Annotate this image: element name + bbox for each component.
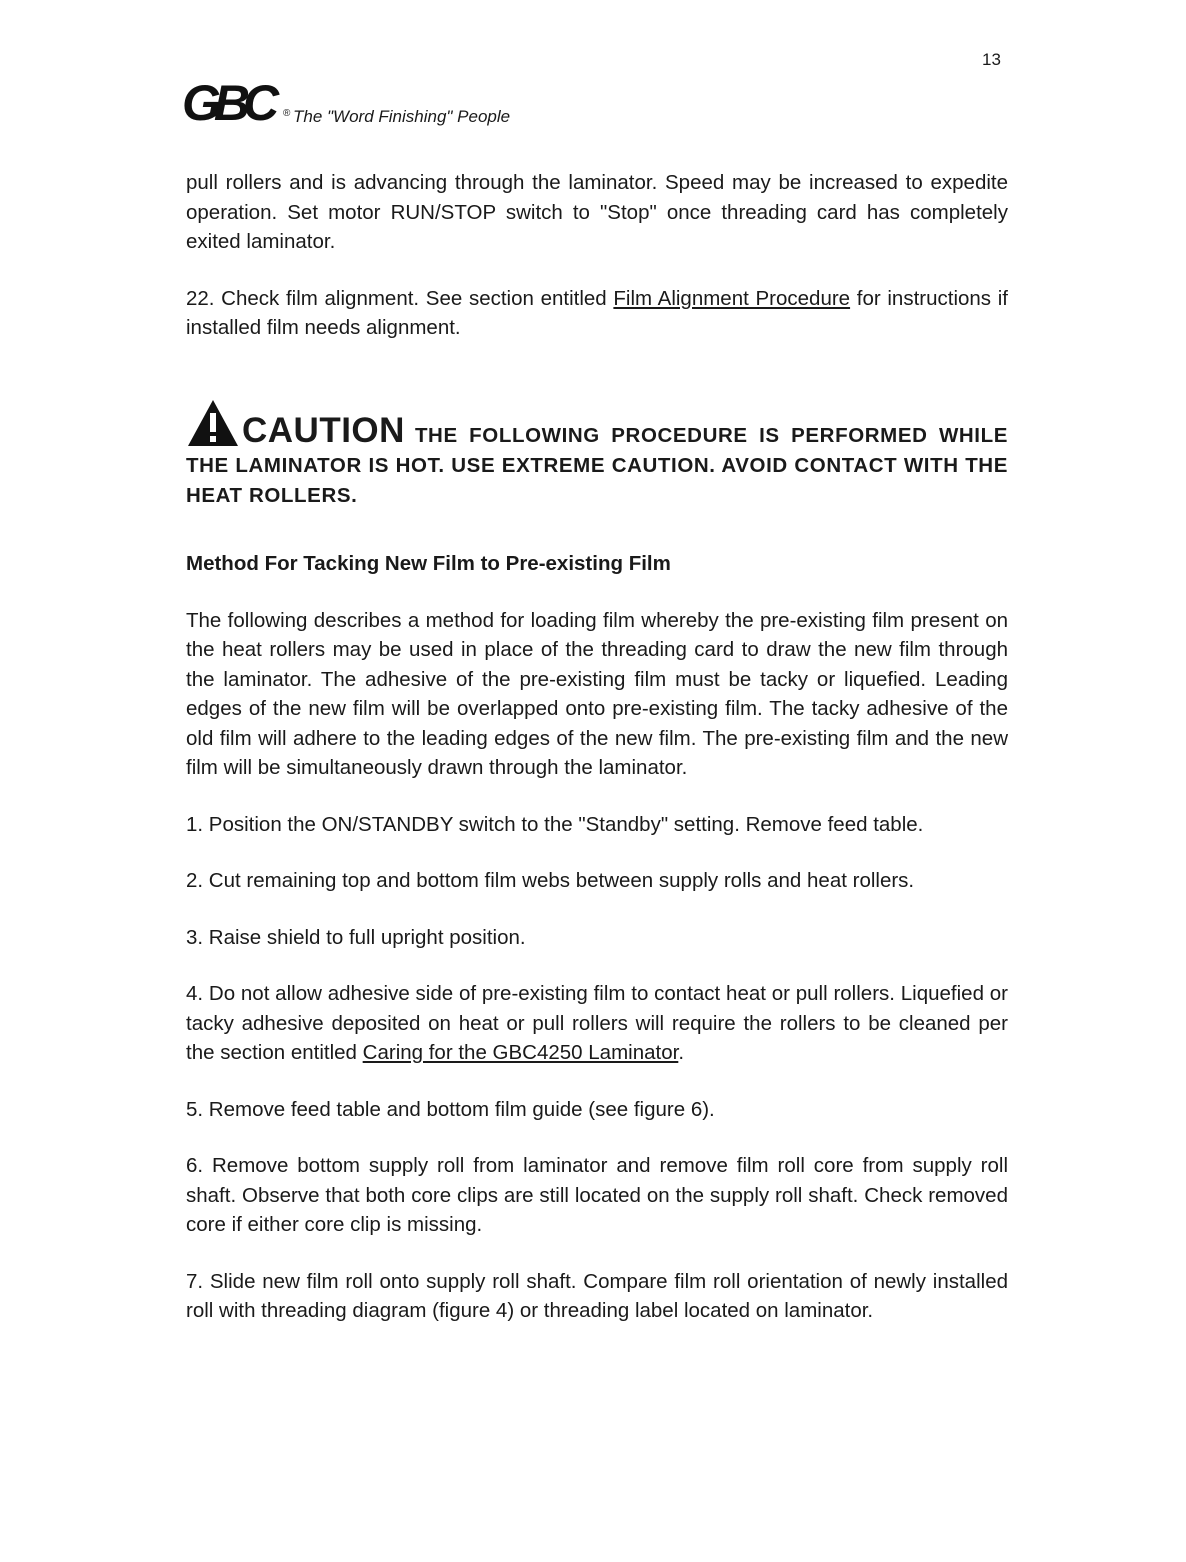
step-2: 2. Cut remaining top and bottom film webs between supply rolls and heat rollers. [186,869,915,892]
step-22 [186,284,1008,343]
gbc-logo [180,76,291,132]
step-4 [186,979,1008,1068]
step-4-text: 4. Do not allow adhesive side of pre-existing film to contact heat or pull rollers. Liquefied or tacky adhesive deposited on heat or pull rollers will require the rollers to be cleaned per the section entitled [186,982,1008,1064]
step-4-text-end: . [678,1041,685,1064]
page-content [186,168,1008,1326]
page-number: 13 [982,50,1001,69]
step-22-text: 22. Check film alignment. See section entitled [186,286,614,310]
tagline: The "Word Finishing" People [293,107,511,126]
caution-notice [186,398,1008,511]
step-6: 6. Remove bottom supply roll from laminator and remove film roll core from supply roll shaft. Observe that both core clips are still located on the supply roll shaft. Check removed core if either core clip is missing. [186,1154,1008,1236]
method-description: The following describes a method for loading film whereby the pre-existing film present on the heat rollers may be used in place of the threading card to draw the new film through the laminator. The adhesive of the pre-existing film must be tacky or liquefied. Leading edges of the new film will be overlapped onto pre-existing film. The tacky adhesive of the old film will adhere to the leading edges of the new film. The pre-existing film and the new film will be simultaneously drawn through the laminator. [186,608,1008,779]
intro-paragraph: pull rollers and is advancing through the laminator. Speed may be increased to expedite operation. Set motor RUN/STOP switch to "Stop" once threading card has completely exited laminator. [186,171,1008,253]
step-5: 5. Remove feed table and bottom film guide (see figure 6). [186,1097,715,1121]
registered-mark: ® [283,108,291,119]
warning-triangle-icon [186,398,240,448]
svg-text:GBC: GBC [182,76,273,131]
section-heading: Method For Tacking New Film to Pre-existing Film [186,551,671,575]
step-1: 1. Position the ON/STANDBY switch to the "Standby" setting. Remove feed table. [186,812,924,836]
caring-for-laminator-link[interactable]: Caring for the GBC4250 Laminator [362,1041,679,1064]
caution-text: THE FOLLOWING PROCEDURE IS PERFORMED WHILE THE LAMINATOR IS HOT. USE EXTREME CAUTION. AVOID CONTACT WITH THE HEAT ROLLERS. [186,423,1008,507]
caution-label: CAUTION [242,410,405,450]
step-22-text-end: for instructions if installed film needs alignment. [186,286,1008,339]
step-7: 7. Slide new film roll onto supply roll shaft. Compare film roll orientation of newly installed roll with threading diagram (figure 4) or threading label located on laminator. [186,1269,1008,1322]
step-3: 3. Raise shield to full upright position. [186,925,526,949]
film-alignment-link[interactable]: Film Alignment Procedure [613,286,851,310]
